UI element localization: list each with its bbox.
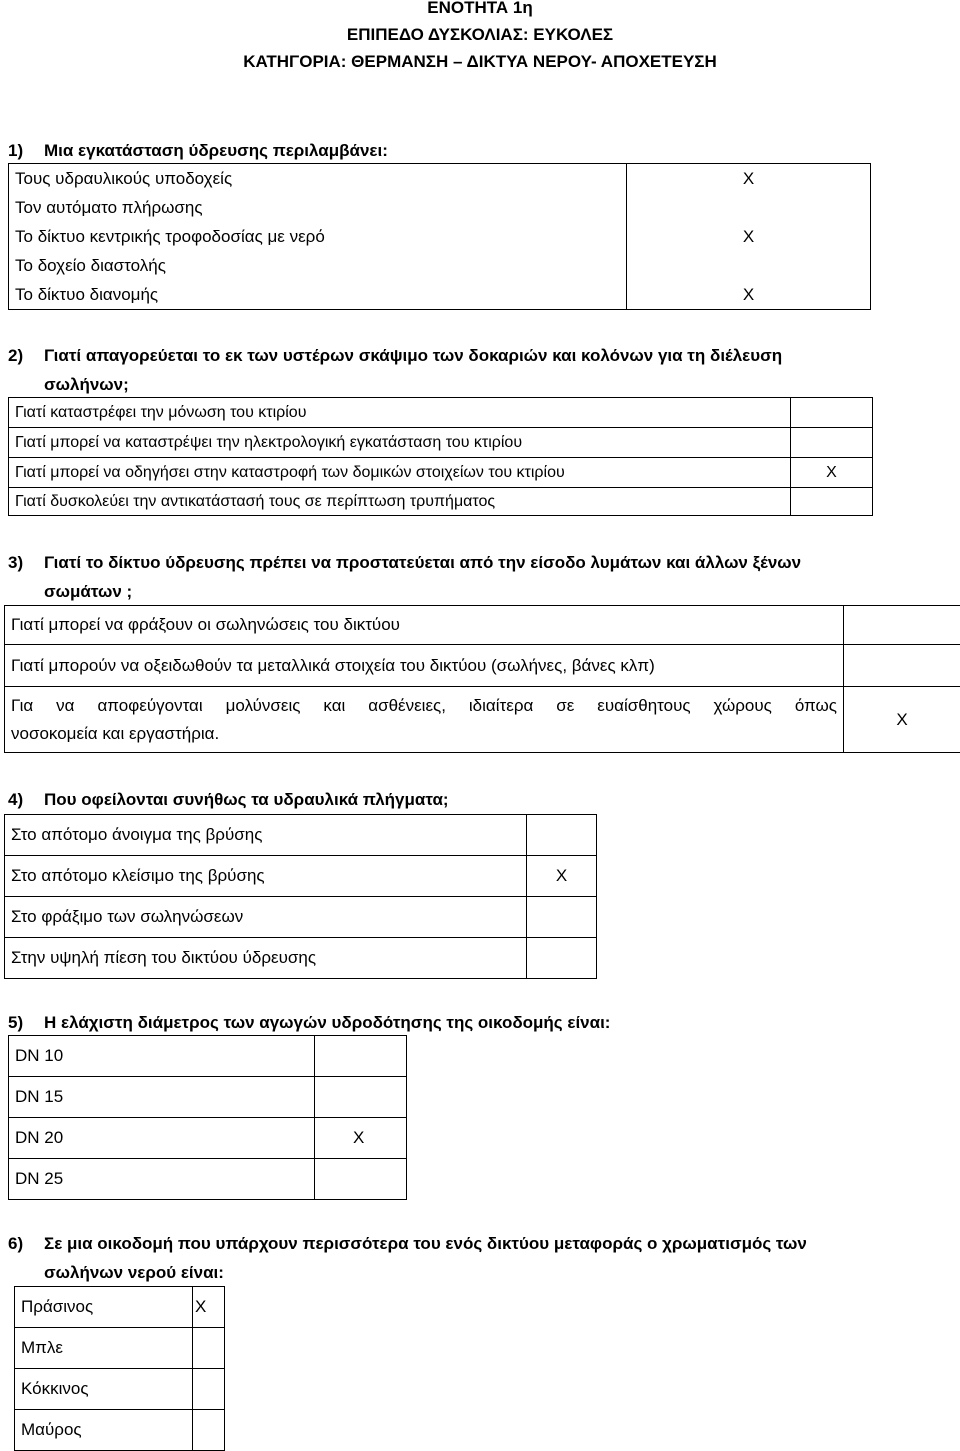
option-label: Γιατί μπορούν να οξειδωθούν τα μεταλλικά στοιχεία του δικτύου (σωλήνες, βάνες κλπ): [5, 645, 844, 687]
answer-mark: [791, 428, 873, 458]
option-row: [9, 1077, 407, 1118]
question-text-line-2: σωλήνων;: [44, 372, 129, 398]
question-5: [8, 1010, 908, 1036]
answer-mark: [193, 1410, 225, 1451]
answer-mark: X: [627, 223, 871, 252]
answer-mark: [527, 938, 597, 979]
option-row: [9, 458, 873, 488]
option-label: [5, 687, 844, 753]
question-4-options: [4, 814, 597, 979]
answer-mark: [315, 1159, 407, 1200]
option-row: [5, 687, 960, 753]
option-row: [5, 815, 597, 856]
answer-mark: [193, 1369, 225, 1410]
answer-mark: [193, 1328, 225, 1369]
option-row: [5, 856, 597, 897]
option-row: [9, 1036, 407, 1077]
answer-mark: X: [193, 1287, 225, 1328]
question-4: [8, 787, 708, 813]
question-number: 2): [8, 343, 23, 369]
option-label: Στο απότομο κλείσιμο της βρύσης: [5, 856, 527, 897]
option-label-line-2: νοσοκομεία και εργαστήρια.: [11, 720, 837, 748]
answer-mark: [527, 897, 597, 938]
question-6-options: [14, 1286, 225, 1451]
question-number: 5): [8, 1010, 23, 1036]
question-text: Που οφείλονται συνήθως τα υδραυλικά πλήγματα;: [44, 787, 449, 813]
option-row: [9, 281, 871, 310]
question-text-line-2: σωμάτων ;: [44, 579, 132, 605]
category: ΚΑΤΗΓΟΡΙΑ: ΘΕΡΜΑΝΣΗ – ΔΙΚΤΥΑ ΝΕΡΟΥ- ΑΠΟΧΕΤΕΥΣΗ: [0, 52, 960, 72]
option-row: [5, 645, 960, 687]
answer-mark: [791, 398, 873, 428]
option-label: Στην υψηλή πίεση του δικτύου ύδρευσης: [5, 938, 527, 979]
option-label: DN 20: [9, 1118, 315, 1159]
question-number: 1): [8, 138, 23, 164]
option-label: Στο φράξιμο των σωληνώσεων: [5, 897, 527, 938]
difficulty-level: ΕΠΙΠΕΔΟ ΔΥΣΚΟΛΙΑΣ: ΕΥΚΟΛΕΣ: [0, 25, 960, 45]
option-row: [5, 938, 597, 979]
question-text-line-2: σωλήνων νερού είναι:: [44, 1260, 224, 1286]
option-label: Μαύρος: [15, 1410, 193, 1451]
question-1-options: [8, 163, 871, 310]
question-2-options: [8, 397, 873, 516]
option-row: [15, 1287, 225, 1328]
option-label: DN 25: [9, 1159, 315, 1200]
answer-mark: [315, 1077, 407, 1118]
question-number: 3): [8, 550, 23, 576]
question-text-line-1: Γιατί το δίκτυο ύδρευσης πρέπει να προστατεύεται από την είσοδο λυμάτων και άλλων ξένων: [44, 550, 801, 576]
option-label: Γιατί δυσκολεύει την αντικατάστασή τους σε περίπτωση τρυπήματος: [9, 488, 791, 516]
option-row: [9, 1118, 407, 1159]
answer-mark: X: [527, 856, 597, 897]
option-row: [9, 488, 873, 516]
answer-mark: [527, 815, 597, 856]
answer-mark: X: [315, 1118, 407, 1159]
option-row: [5, 897, 597, 938]
answer-mark: X: [844, 687, 960, 753]
unit-title: ΕΝΟΤΗΤΑ 1η: [0, 0, 960, 18]
option-label: Το δίκτυο κεντρικής τροφοδοσίας με νερό: [9, 223, 627, 252]
option-label: Πράσινος: [15, 1287, 193, 1328]
question-number: 4): [8, 787, 23, 813]
question-2: [8, 343, 953, 395]
option-row: [9, 398, 873, 428]
question-1: [8, 138, 948, 164]
question-3-options: [4, 605, 960, 753]
option-label: Γιατί μπορεί να οδηγήσει στην καταστροφή των δομικών στοιχείων του κτιρίου: [9, 458, 791, 488]
question-number: 6): [8, 1231, 23, 1257]
answer-mark: [627, 194, 871, 223]
answer-mark: [315, 1036, 407, 1077]
option-row: [9, 164, 871, 194]
option-label: Τους υδραυλικούς υποδοχείς: [9, 164, 627, 194]
answer-mark: [791, 488, 873, 516]
option-row: [9, 428, 873, 458]
option-row: [15, 1369, 225, 1410]
option-row: [15, 1410, 225, 1451]
option-label: Το δίκτυο διανομής: [9, 281, 627, 310]
option-label: DN 15: [9, 1077, 315, 1118]
option-row: [9, 223, 871, 252]
answer-mark: X: [791, 458, 873, 488]
option-row: [9, 252, 871, 281]
option-row: [9, 194, 871, 223]
option-label: Γιατί καταστρέφει την μόνωση του κτιρίου: [9, 398, 791, 428]
option-label-line-1: Για να αποφεύγονται μολύνσεις και ασθένειες, ιδιαίτερα σε ευαίσθητους χώρους όπως: [11, 692, 837, 720]
question-5-options: [8, 1035, 407, 1200]
answer-mark: [627, 252, 871, 281]
option-label: Το δοχείο διαστολής: [9, 252, 627, 281]
answer-mark: [844, 645, 960, 687]
option-label: Κόκκινος: [15, 1369, 193, 1410]
option-row: [5, 606, 960, 645]
question-text-line-1: Γιατί απαγορεύεται το εκ των υστέρων σκάψιμο των δοκαριών και κολόνων για τη διέλευση: [44, 343, 782, 369]
option-label: Γιατί μπορεί να φράξουν οι σωληνώσεις του δικτύου: [5, 606, 844, 645]
answer-mark: [844, 606, 960, 645]
question-3: [8, 550, 953, 602]
option-row: [15, 1328, 225, 1369]
option-row: [9, 1159, 407, 1200]
option-label: Μπλε: [15, 1328, 193, 1369]
option-label: Τον αυτόματο πλήρωσης: [9, 194, 627, 223]
option-label: DN 10: [9, 1036, 315, 1077]
question-text-line-1: Σε μια οικοδομή που υπάρχουν περισσότερα του ενός δικτύου μεταφοράς ο χρωματισμός των: [44, 1231, 807, 1257]
answer-mark: X: [627, 281, 871, 310]
answer-mark: X: [627, 164, 871, 194]
option-label: Στο απότομο άνοιγμα της βρύσης: [5, 815, 527, 856]
question-text: Μια εγκατάσταση ύδρευσης περιλαμβάνει:: [44, 138, 388, 164]
question-6: [8, 1231, 958, 1285]
question-text: Η ελάχιστη διάμετρος των αγωγών υδροδότησης της οικοδομής είναι:: [44, 1010, 610, 1036]
option-label: Γιατί μπορεί να καταστρέψει την ηλεκτρολογική εγκατάσταση του κτιρίου: [9, 428, 791, 458]
